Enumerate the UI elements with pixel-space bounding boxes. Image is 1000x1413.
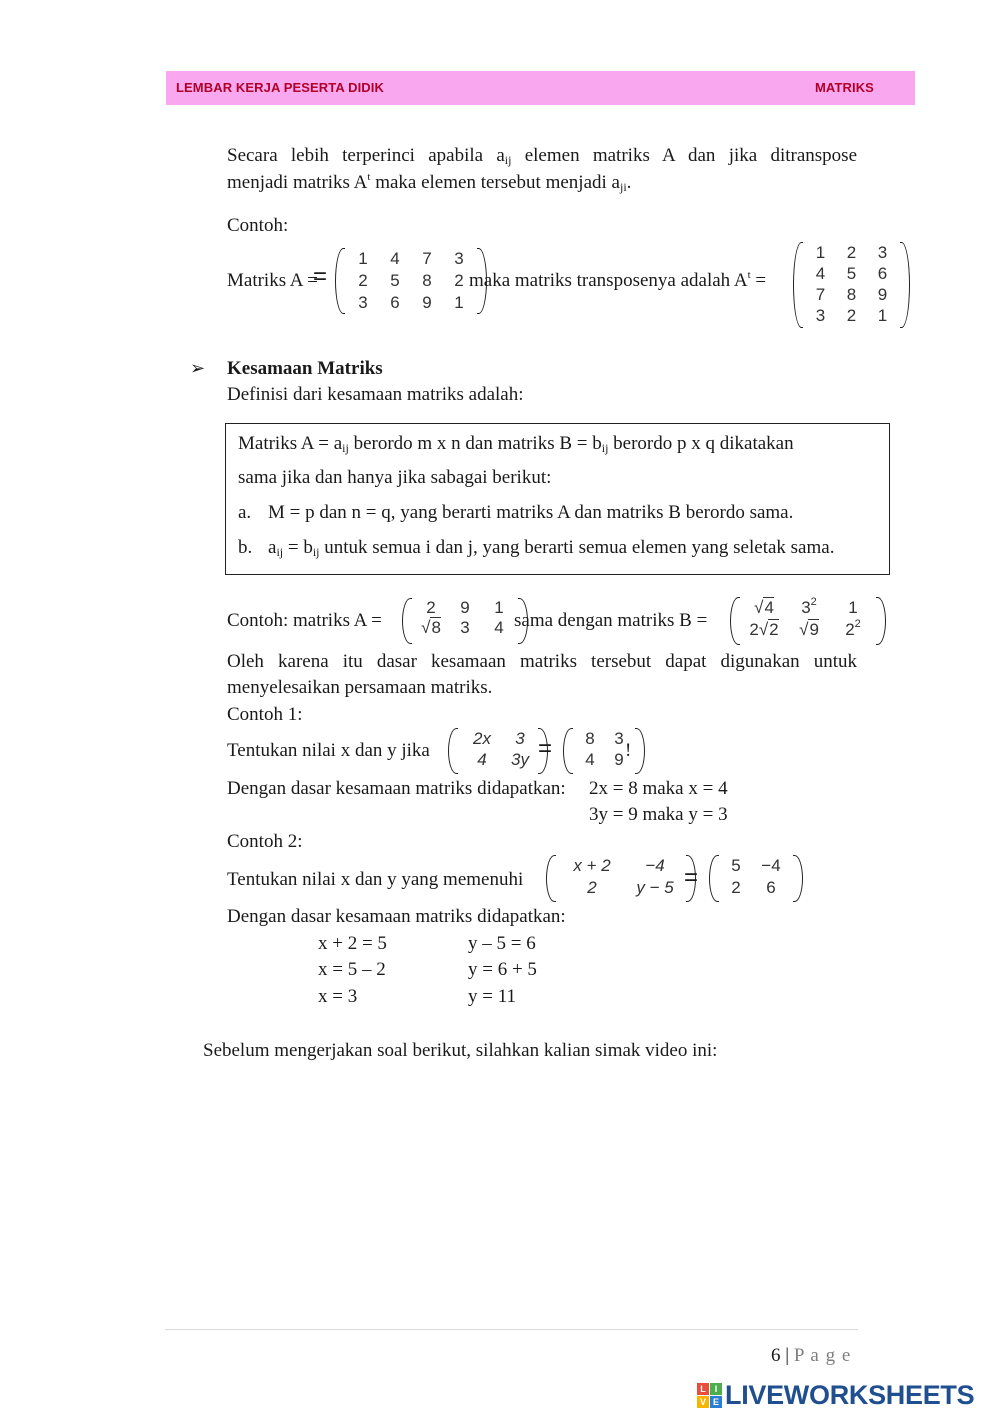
matrix-cell: 9: [614, 749, 624, 769]
matrix-cell: 2: [731, 878, 741, 897]
solution-y-2: y = 6 + 5: [468, 959, 537, 980]
matrix-cell: 6: [390, 293, 400, 312]
liveworksheets-logo-icon: [697, 1383, 722, 1408]
contoh-1-left-matrix: [448, 728, 548, 774]
matrix-cell: 1: [494, 598, 504, 617]
item-b-text: $a_{ij} = b_{ij}$ untuk semua i dan j, yang berarti semua elemen yang seletak sama.: [268, 537, 835, 559]
contoh-sama-middle: sama dengan matriks B =: [514, 610, 708, 631]
matrix-b-equality: [730, 597, 886, 645]
matrix-cell: 7: [815, 284, 826, 304]
transpose-text: maka matriks transposenya adalah $A^t$ =: [469, 269, 767, 291]
matrix-cell: 5: [731, 856, 741, 875]
matrix-cell: 3: [515, 728, 525, 748]
definition-intro: Definisi dari kesamaan matriks adalah:: [227, 384, 524, 405]
matrix-cell: 2: [358, 271, 368, 290]
solution-y-3: y = 11: [468, 986, 517, 1007]
contoh-label: Contoh:: [227, 215, 289, 236]
matrix-cell: √8: [421, 618, 441, 637]
liveworksheets-logo[interactable]: [697, 1380, 974, 1411]
contoh-1-answer-1: 2x = 8 maka x = 4: [589, 778, 728, 799]
matrix-cell: 2: [587, 878, 597, 897]
matrix-cell: 8: [585, 728, 595, 748]
matrix-cell: y − 5: [636, 878, 674, 897]
matrix-cell: 1: [877, 305, 888, 325]
matrix-cell: 4: [585, 749, 595, 769]
brand-name: LIVEWORKSHEETS: [725, 1380, 975, 1410]
matrix-cell: 6: [766, 878, 776, 897]
matrix-cell: 9: [422, 293, 432, 312]
equals-sign: =: [313, 263, 328, 290]
logo-letter: V: [697, 1396, 709, 1408]
matrix-cell: 4: [494, 618, 504, 637]
matrix-cell: 3: [454, 249, 464, 268]
matrix-cell: −4: [761, 856, 781, 875]
matrix-cell: 2: [846, 305, 857, 325]
matrix-cell: 4: [477, 749, 487, 769]
contoh-2-left-matrix: [546, 855, 699, 902]
solution-x-1: x + 2 = 5: [318, 933, 387, 954]
matrix-cell: 8: [422, 271, 432, 290]
contoh-1-right-matrix: [563, 728, 645, 774]
transpose-line-2: menjadi matriks $A^t$ maka elemen tersebut menjadi $a_{ji}$.: [227, 171, 632, 194]
page-header: [166, 71, 915, 105]
solution-x-3: x = 3: [318, 986, 358, 1007]
matrix-cell: 3: [614, 728, 624, 748]
exclamation: !: [625, 740, 632, 761]
matrix-cell: 8: [846, 284, 857, 304]
matrix-cell: 5: [846, 263, 857, 283]
matrix-cell: $3^2$: [801, 596, 817, 617]
matrix-cell: 5: [390, 271, 400, 290]
matrix-cell: 6: [877, 263, 888, 283]
definition-box: [225, 423, 890, 575]
matrix-cell: 3: [815, 305, 826, 325]
footer-divider: [165, 1329, 858, 1330]
matrix-cell: √9: [799, 620, 819, 639]
matrix-cell: 9: [877, 284, 888, 304]
contoh-2-right-matrix: [709, 855, 803, 902]
closing-instruction: Sebelum mengerjakan soal berikut, silahkan kalian simak video ini:: [203, 1040, 718, 1061]
equals-sign: =: [538, 735, 553, 762]
matrix-cell: 1: [358, 249, 368, 268]
contoh-1-answer-label: Dengan dasar kesamaan matriks didapatkan:: [227, 778, 566, 799]
definition-line-2: sama jika dan hanya jika sabagai berikut:: [238, 467, 552, 488]
logo-letter: E: [710, 1396, 722, 1408]
matrix-cell: 4: [390, 249, 400, 268]
matrix-cell: 2: [426, 598, 436, 617]
matrix-a-transpose: [793, 242, 910, 328]
matrix-cell: 1: [848, 598, 858, 617]
contoh-1-question: Tentukan nilai x dan y jika: [227, 740, 430, 761]
matrix-cell: −4: [645, 856, 665, 875]
matrix-cell: 2: [846, 242, 857, 262]
matrix-cell: 7: [422, 249, 432, 268]
solution-y-1: y – 5 = 6: [468, 933, 536, 954]
matrix-cell: 2√2: [749, 620, 779, 639]
bullet-arrow-icon: ➢: [190, 358, 206, 378]
oleh-line-2: menyelesaikan persamaan matriks.: [227, 677, 493, 698]
matrix-cell: $2^2$: [845, 618, 861, 639]
contoh-2-answer-label: Dengan dasar kesamaan matriks didapatkan:: [227, 906, 566, 927]
oleh-line-1: Oleh karena itu dasar kesamaan matriks tersebut dapat digunakan untuk: [227, 651, 857, 672]
matrix-cell: 3y: [511, 749, 529, 769]
definition-line-1: Matriks $A = a_{ij}$ berordo m x n dan matriks $B = b_{ij}$ berordo p x q dikatakan: [238, 433, 794, 455]
solution-x-2: x = 5 – 2: [318, 959, 386, 980]
section-heading: Kesamaan Matriks: [227, 358, 383, 379]
contoh-2-question: Tentukan nilai x dan y yang memenuhi: [227, 869, 524, 890]
matrix-a-label: Matriks A =: [227, 270, 318, 291]
matrix-a: [335, 248, 487, 314]
matrix-cell: x + 2: [573, 856, 611, 875]
item-b-label: b.: [238, 537, 253, 558]
page-number: 6 | P a g e: [771, 1345, 852, 1366]
logo-letter: L: [697, 1383, 709, 1395]
contoh-1-answer-2: 3y = 9 maka y = 3: [589, 804, 728, 825]
header-title: LEMBAR KERJA PESERTA DIDIK: [176, 80, 384, 95]
matrix-cell: 2: [454, 271, 464, 290]
matrix-cell: 3: [877, 242, 888, 262]
matrix-cell: 1: [454, 293, 464, 312]
contoh-2-title: Contoh 2:: [227, 831, 303, 852]
header-topic: MATRIKS: [815, 80, 874, 95]
matrix-cell: 3: [460, 618, 470, 637]
contoh-sama-label: Contoh: matriks A =: [227, 610, 382, 631]
matrix-cell: 3: [358, 293, 368, 312]
item-a-text: M = p dan n = q, yang berarti matriks A dan matriks B berordo sama.: [268, 502, 794, 523]
matrix-cell: √4: [754, 598, 774, 617]
transpose-line-1: Secara lebih terperinci apabila $a_{ij}$ elemen matriks A dan jika ditranspose: [227, 145, 858, 167]
matrix-cell: 9: [460, 598, 470, 617]
matrix-cell: 1: [815, 242, 826, 262]
equals-sign: =: [684, 864, 699, 891]
contoh-1-title: Contoh 1:: [227, 704, 303, 725]
matrix-cell: 2x: [473, 728, 491, 748]
logo-letter: I: [710, 1383, 722, 1395]
matrix-a-equality: [402, 598, 528, 644]
matrix-cell: 4: [815, 263, 826, 283]
item-a-label: a.: [238, 502, 252, 523]
